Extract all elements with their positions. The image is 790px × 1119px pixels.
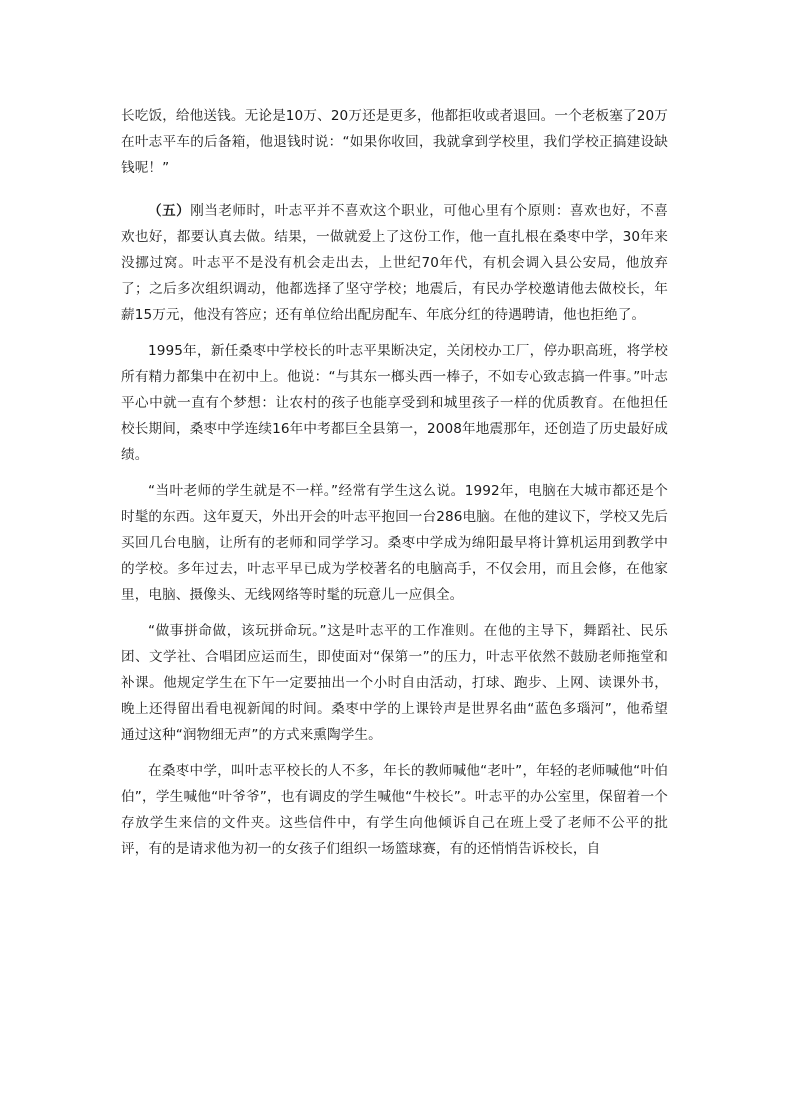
paragraph-text: 在桑枣中学，叫叶志平校长的人不多，年长的教师喊他“老叶”，年轻的老师喊他“叶伯伯”，学生喊他“叶爷爷”，也有调皮的学生喊他“牛校长”。叶志平的办公室里，保留着一个存放学生来信的文件夹。这些信件中，有学生向他倾诉自己在班上受了老师不公平的批评，有的是请求他为初一的女孩子们组织一场篮球赛，有的还悄悄告诉校长，自 — [121, 763, 668, 857]
paragraph-text: 长吃饭，给他送钱。无论是10万、20万还是更多，他都拒收或者退回。一个老板塞了20万在叶志平车的后备箱，他退钱时说：“如果你收回，我就拿到学校里，我们学校正搞建设缺钱呢！” — [121, 108, 668, 176]
paragraph-text: “当叶老师的学生就是不一样。”经常有学生这么说。1992年，电脑在大城市都还是个时髦的东西。这年夏天，外出开会的叶志平抱回一台286电脑。在他的建议下，学校又先后买回几台电脑，让所有的老师和同学学习。桑枣中学成为绵阳最早将计算机运用到教学中的学校。多年过去，叶志平早已成为学校著名的电脑高手，不仅会用，而且会修，在他家里，电脑、摄像头、无线网络等时髦的玩意儿一应俱全。 — [121, 483, 668, 603]
paragraph-text: “做事拼命做，该玩拼命玩。”这是叶志平的工作准则。在他的主导下，舞蹈社、民乐团、文学社、合唱团应运而生，即使面对“保第一”的压力，叶志平依然不鼓励老师拖堂和补课。他规定学生在下午一定要抽出一个小时自由活动，打球、跑步、上网、读课外书，晚上还得留出看电视新闻的时间。桑枣中学的上课铃声是世界名曲“蓝色多瑙河”，他希望通过这种“润物细无声”的方式来熏陶学生。 — [121, 623, 668, 743]
paragraph-text: 刚当老师时，叶志平并不喜欢这个职业，可他心里有个原则：喜欢也好，不喜欢也好，都要认真去做。结果，一做就爱上了这份工作，他一直扎根在桑枣中学，30年来没挪过窝。叶志平不是没有机会走出去，上世纪70年代，有机会调入县公安局，他放弃了；之后多次组织调动，他都选择了坚守学校；地震后，有民办学校邀请他去做校长，年薪15万元，他没有答应；还有单位给出配房配车、年底分红的待遇聘请，他也拒绝了。 — [121, 203, 668, 323]
paragraph-5 — [121, 618, 668, 748]
paragraph-1 — [121, 103, 668, 181]
paragraph-3 — [121, 338, 668, 468]
paragraph-text: 1995年，新任桑枣中学校长的叶志平果断决定，关闭校办工厂，停办职高班，将学校所有精力都集中在初中上。他说：“与其东一榔头西一棒子，不如专心致志搞一件事。”叶志平心中就一直有个梦想：让农村的孩子也能享受到和城里孩子一样的优质教育。在他担任校长期间，桑枣中学连续16年中考都巨全县第一，2008年地震那年，还创造了历史最好成绩。 — [121, 343, 668, 463]
paragraph-2 — [121, 198, 668, 328]
paragraph-6 — [121, 758, 668, 862]
section-marker: （五） — [148, 203, 191, 219]
paragraph-4 — [121, 478, 668, 608]
document-page — [121, 103, 668, 862]
